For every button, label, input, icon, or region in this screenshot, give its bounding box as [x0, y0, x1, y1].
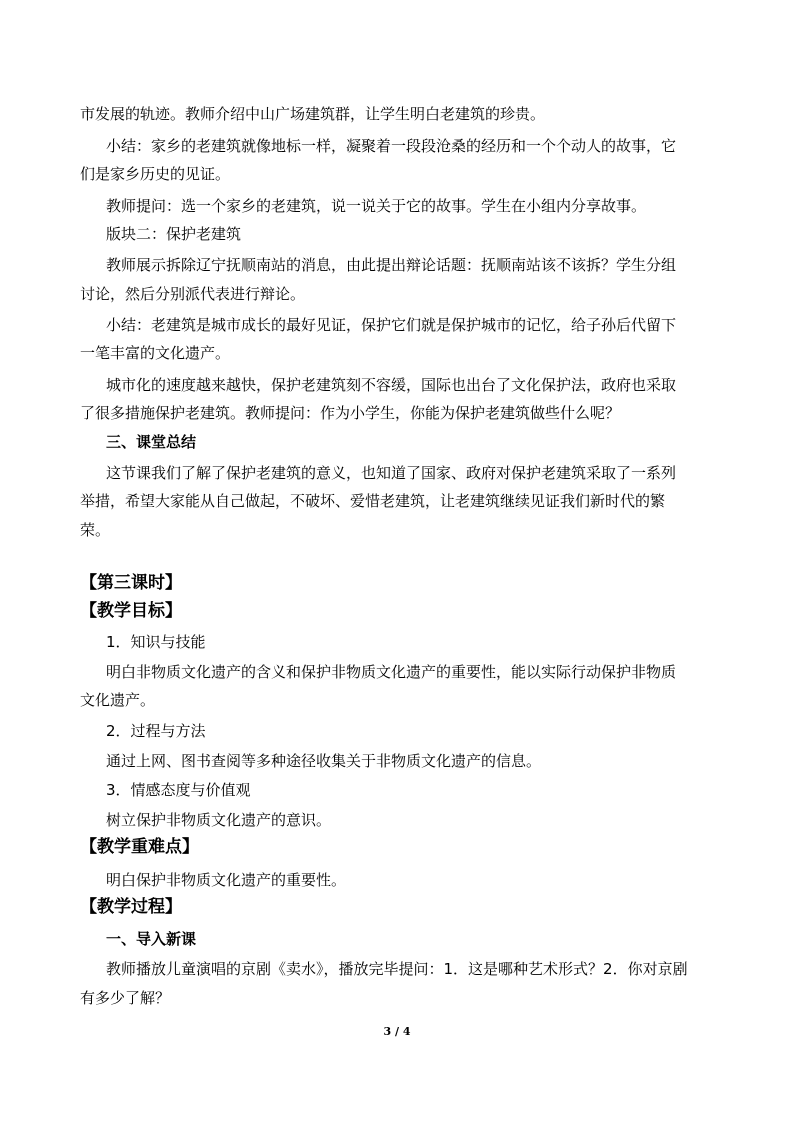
paragraph-line: 举措，希望大家能从自己做起，不破坏、爱惜老建筑，让老建筑继续见证我们新时代的繁 [80, 492, 666, 510]
paragraph-line: 们是家乡历史的见证。 [80, 165, 231, 183]
paragraph-line: 城市化的速度越来越快，保护老建筑刻不容缓，国际也出台了文化保护法，政府也采取 [106, 376, 677, 394]
paragraph-line: 通过上网、图书查阅等多种途径收集关于非物质文化遗产的信息。 [106, 752, 542, 770]
goal-item: 1．知识与技能 [106, 633, 206, 651]
paragraph-line: 荣。 [80, 521, 111, 539]
paragraph-line: 有多少了解？ [80, 989, 171, 1007]
paragraph-line: 一笔丰富的文化遗产。 [80, 344, 231, 362]
paragraph-line: 教师提问：选一个家乡的老建筑，说一说关于它的故事。学生在小组内分享故事。 [106, 197, 647, 215]
paragraph-line: 文化遗产。 [80, 691, 156, 709]
paragraph-line: 树立保护非物质文化遗产的意识。 [106, 811, 332, 829]
goals-heading: 【教学目标】 [80, 601, 182, 621]
paragraph-line: 教师展示拆除辽宁抚顺南站的消息，由此提出辩论话题：抚顺南站该不该拆？学生分组 [106, 256, 677, 274]
key-points-heading: 【教学重难点】 [80, 837, 199, 857]
section-heading: 一、导入新课 [106, 930, 197, 948]
goal-item: 2．过程与方法 [106, 722, 206, 740]
section-heading: 三、课堂总结 [106, 433, 197, 451]
paragraph-line: 版块二：保护老建筑 [106, 225, 242, 243]
paragraph-line: 了很多措施保护老建筑。教师提问：作为小学生，你能为保护老建筑做些什么呢？ [80, 404, 621, 422]
paragraph-line: 小结：家乡的老建筑就像地标一样，凝聚着一段段沧桑的经历和一个个动人的故事，它 [106, 137, 677, 155]
process-heading: 【教学过程】 [80, 897, 182, 917]
paragraph-line: 讨论，然后分别派代表进行辩论。 [80, 285, 306, 303]
paragraph-line: 明白保护非物质文化遗产的重要性。 [106, 871, 347, 889]
lesson-heading: 【第三课时】 [80, 573, 182, 593]
page-number: 3 / 4 [383, 1025, 411, 1038]
paragraph-line: 明白非物质文化遗产的含义和保护非物质文化遗产的重要性，能以实际行动保护非物质 [106, 663, 677, 681]
paragraph-line: 小结：老建筑是城市成长的最好见证，保护它们就是保护城市的记忆，给子孙后代留下 [106, 316, 677, 334]
paragraph-line: 教师播放儿童演唱的京剧《卖水》，播放完毕提问：1．这是哪种艺术形式？2．你对京剧 [106, 960, 688, 978]
paragraph-line: 这节课我们了解了保护老建筑的意义，也知道了国家、政府对保护老建筑采取了一系列 [106, 464, 677, 482]
paragraph-line: 市发展的轨迹。教师介绍中山广场建筑群，让学生明白老建筑的珍贵。 [80, 105, 546, 123]
goal-item: 3．情感态度与价值观 [106, 781, 251, 799]
